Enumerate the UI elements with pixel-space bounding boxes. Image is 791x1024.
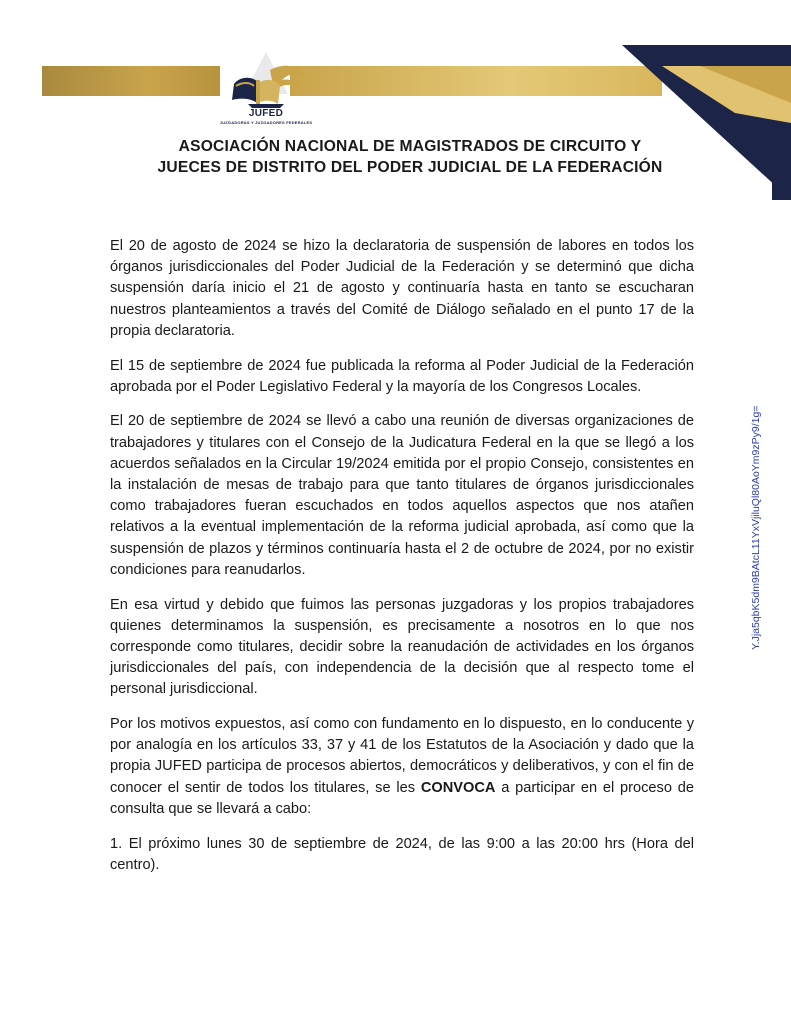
paragraph-5-text-start: Por los motivos expuestos, así como con fundamento en lo dispuesto, en lo conducente y por analogía en los artículos 33, 37 y 41 de los Estatutos de la Asociación y dado que la propia JUFED participa de procesos abiertos, democráticos y deliberativos, y con el fin de conocer el sentir de todos los titulares, se les: [110, 716, 694, 796]
paragraph-5-text-end: a participar en el proceso de consulta que se llevará a cabo:: [110, 779, 694, 817]
organization-title-line1: ASOCIACIÓN NACIONAL DE MAGISTRADOS DE CIRCUITO Y: [178, 138, 642, 155]
paragraph-5: [110, 714, 694, 820]
verification-code: Y.Jja5qbK5dm9BAtcL11YxVjiluQl80AoYm9zPy9/1g=: [750, 405, 762, 650]
organization-title-line2: JUECES DE DISTRITO DEL PODER JUDICIAL DE LA FEDERACIÓN: [157, 159, 663, 176]
paragraph-2: El 15 de septiembre de 2024 fue publicada la reforma al Poder Judicial de la Federación aprobada por el Poder Legislativo Federal y la mayoría de los Congresos Locales.: [110, 357, 694, 395]
paragraph-6: 1. El próximo lunes 30 de septiembre de 2024, de las 9:00 a las 20:00 hrs (Hora del centro).: [110, 835, 694, 873]
convoca-emphasis: CONVOCA: [420, 779, 496, 796]
paragraph-4: En esa virtud y debido que fuimos las personas juzgadoras y los propios trabajadores quienes determinamos la suspensión, es precisamente a nosotros en lo que nos corresponde como titulares, decidir sobre la reanudación de actividades en los órganos jurisdiccionales del país, con independencia de la decisión que al respecto tome el personal jurisdiccional.: [110, 596, 694, 698]
document-body: [110, 236, 694, 889]
header-gold-bar-left: [42, 66, 220, 96]
organization-title: [100, 136, 720, 178]
paragraph-1: El 20 de agosto de 2024 se hizo la declaratoria de suspensión de labores en todos los órganos jurisdiccionales del Poder Judicial de la Federación y se determinó que dicha suspensión daría inicio el 21 de agosto y continuaría hasta en tanto se escucharan nuestros planteamientos a través del Comité de Diálogo señalado en el punto 17 de la propia declaratoria.: [110, 238, 694, 339]
paragraph-3: El 20 de septiembre de 2024 se llevó a cabo una reunión de diversas organizaciones de trabajadores y titulares con el Consejo de la Judicatura Federal en la que se llegó a los acuerdos señalados en la Circular 19/2024 emitida por el propio Consejo, consistentes en la instalación de mesas de trabajo para que tanto titulares de órganos jurisdiccionales como trabajadores fueran escuchados en todos aquellos aspectos que nos atañen relativos a la eventual implementación de la reforma judicial aprobada, así como que la suspensión de plazos y términos continuaría hasta el 2 de octubre de 2024, por no existir condiciones para reanudarlos.: [110, 413, 694, 578]
logo-name: JUFED: [248, 108, 284, 119]
logo-subtitle: JUZGADORAS Y JUZGADORES FEDERALES: [219, 120, 313, 125]
